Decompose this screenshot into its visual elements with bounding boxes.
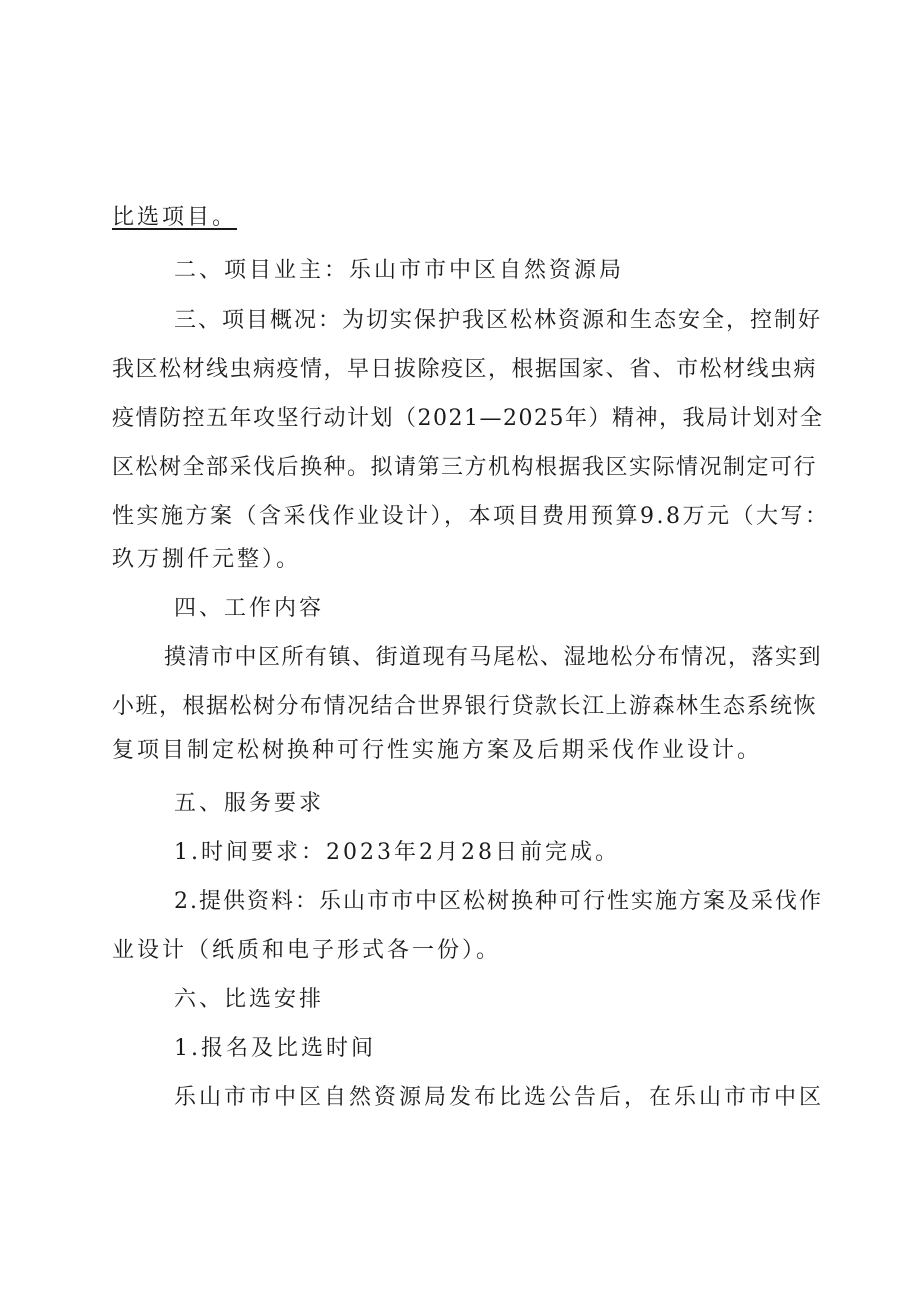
list-item-materials: 2.提供资料：乐山市市中区松树换种可行性实施方案及采伐作 (174, 889, 823, 914)
section-heading-arrangement: 六、比选安排 (174, 987, 325, 1012)
text-line: 玖万捌仟元整）。 (112, 547, 302, 572)
section-heading-overview: 三、项目概况：为切实保护我区松林资源和生态安全，控制好 (174, 308, 823, 333)
text-line: 性实施方案（含采伐作业设计），本项目费用预算9.8万元（大写： (112, 504, 830, 529)
section-heading-work: 四、工作内容 (174, 596, 325, 621)
list-item-registration: 1.报名及比选时间 (174, 1036, 376, 1061)
section-heading-owner: 二、项目业主：乐山市市中区自然资源局 (174, 258, 625, 283)
text-line: 疫情防控五年攻坚行动计划（2021—2025年）精神，我局计划对全 (112, 406, 824, 431)
text-line: 乐山市市中区自然资源局发布比选公告后，在乐山市市中区 (174, 1085, 825, 1110)
text-line: 业设计（纸质和电子形式各一份）。 (112, 938, 502, 963)
section-heading-service: 五、服务要求 (174, 791, 325, 816)
text-line: 区松树全部采伐后换种。拟请第三方机构根据我区实际情况制定可行 (112, 455, 818, 480)
text-line: 复项目制定松树换种可行性实施方案及后期采伐作业设计。 (112, 738, 763, 763)
text-line: 小班，根据松树分布情况结合世界银行贷款长江上游森林生态系统恢 (112, 694, 818, 719)
list-item-time: 1.时间要求：2023年2月28日前完成。 (174, 840, 620, 865)
text-line: 摸清市中区所有镇、街道现有马尾松、湿地松分布情况，落实到 (164, 645, 823, 670)
text-line: 我区松材线虫病疫情，早日拔除疫区，根据国家、省、市松材线虫病 (112, 357, 818, 382)
text-line-continuation: 比选项目。 (112, 205, 238, 230)
